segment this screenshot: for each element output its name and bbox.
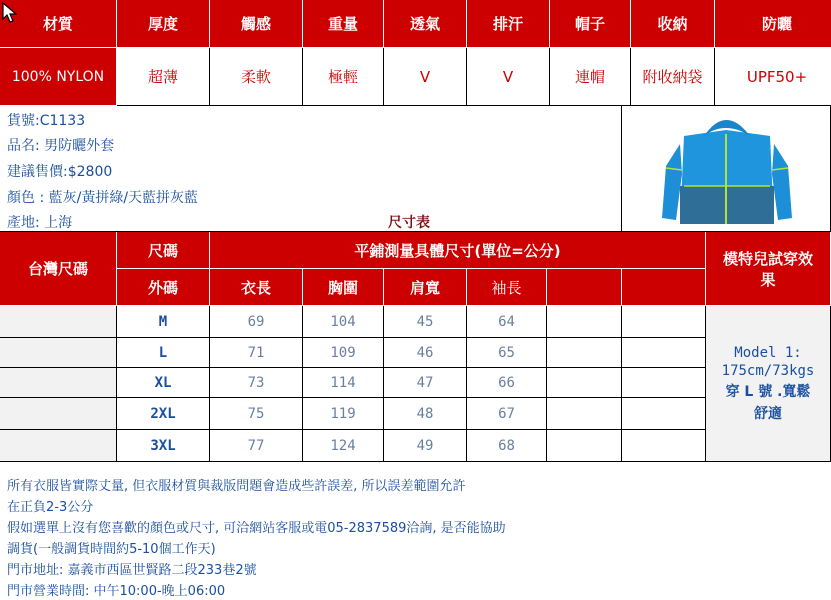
measure-cell: 47: [384, 368, 467, 398]
table-row: [0, 398, 117, 430]
note-line: 在正負2-3公分: [7, 500, 94, 515]
feature-value: 柔軟: [210, 48, 303, 106]
empty-cell: [622, 430, 706, 462]
feature-header: 防曬: [715, 0, 831, 48]
feature-header: 材質: [0, 0, 117, 48]
empty-header-cell: [547, 269, 622, 306]
measure-column-header: 衣長: [210, 269, 303, 306]
size-cell: M: [117, 306, 210, 338]
feature-header: 帽子: [550, 0, 631, 48]
size-cell: 3XL: [117, 430, 210, 462]
measure-cell: 73: [210, 368, 303, 398]
feature-header: 排汗: [467, 0, 550, 48]
measure-column-header: 袖長: [467, 269, 547, 306]
feature-value: V: [467, 48, 550, 106]
measure-cell: 49: [384, 430, 467, 462]
empty-cell: [547, 306, 622, 338]
product-photo: [622, 106, 831, 232]
size-cell: XL: [117, 368, 210, 398]
measure-cell: 48: [384, 398, 467, 430]
feature-value: 超薄: [117, 48, 210, 106]
measure-cell: 119: [303, 398, 384, 430]
tw-size-header: 台灣尺碼: [0, 232, 117, 306]
feature-value: 100% NYLON: [0, 48, 117, 106]
model-header: 模特兒試穿效果: [706, 232, 831, 306]
feature-header: 觸感: [210, 0, 303, 48]
note-line: 門市地址: 嘉義市西區世賢路二段233巷2號: [7, 563, 257, 578]
size-cell: 2XL: [117, 398, 210, 430]
note-line: 調貨(一般調貨時間約5-10個工作天): [7, 542, 216, 557]
measure-cell: 67: [467, 398, 547, 430]
empty-header-cell: [622, 269, 706, 306]
model-note-line: 穿 L 號 .寬鬆: [725, 383, 811, 400]
model-note-line: Model 1:: [734, 344, 802, 361]
measure-cell: 64: [467, 306, 547, 338]
empty-cell: [622, 368, 706, 398]
measure-cell: 66: [467, 368, 547, 398]
empty-cell: [622, 398, 706, 430]
table-row: [0, 430, 117, 462]
outer-size-header: 外碼: [117, 269, 210, 306]
feature-header: 厚度: [117, 0, 210, 48]
measure-cell: 75: [210, 398, 303, 430]
feature-header: 透氣: [384, 0, 467, 48]
product-sku: 貨號:C1133: [7, 113, 86, 129]
measure-cell: 77: [210, 430, 303, 462]
feature-value: UPF50+: [715, 48, 831, 106]
measure-cell: 69: [210, 306, 303, 338]
empty-cell: [622, 306, 706, 338]
measure-cell: 104: [303, 306, 384, 338]
feature-value: V: [384, 48, 467, 106]
cursor-arrow-icon: [2, 2, 18, 24]
feature-header: 收納: [631, 0, 715, 48]
measure-cell: 45: [384, 306, 467, 338]
product-origin: 產地: 上海: [7, 215, 73, 231]
product-colors: 顏色 : 藍灰/黃拼綠/天藍拼灰藍: [7, 190, 199, 206]
note-line: 門市營業時間: 中午10:00-晚上06:00: [7, 584, 226, 599]
measure-cell: 68: [467, 430, 547, 462]
empty-cell: [547, 430, 622, 462]
empty-cell: [547, 398, 622, 430]
measure-column-header: 肩寬: [384, 269, 467, 306]
feature-value: 附收納袋: [631, 48, 715, 106]
measure-cell: 109: [303, 338, 384, 368]
measure-cell: 65: [467, 338, 547, 368]
empty-cell: [547, 338, 622, 368]
measure-cell: 71: [210, 338, 303, 368]
measure-cell: 114: [303, 368, 384, 398]
size-chart-title: 尺寸表: [388, 215, 430, 231]
feature-value: 極輕: [303, 48, 384, 106]
measure-header: 平鋪測量具體尺寸(單位=公分): [210, 232, 706, 269]
note-line: 假如選單上沒有您喜歡的顏色或尺寸, 可洽網站客服或電05-2837589洽詢, 是否能協助: [7, 521, 506, 536]
table-row: [0, 338, 117, 368]
jacket-image: [622, 106, 831, 232]
table-row: [0, 368, 117, 398]
product-price: 建議售價:$2800: [7, 164, 113, 180]
feature-value: 連帽: [550, 48, 631, 106]
model-note-line: 舒適: [754, 405, 782, 422]
measure-cell: 124: [303, 430, 384, 462]
table-row: [0, 306, 117, 338]
empty-cell: [622, 338, 706, 368]
size-cell: L: [117, 338, 210, 368]
model-note-cell: [706, 306, 831, 462]
empty-cell: [547, 368, 622, 398]
size-header: 尺碼: [117, 232, 210, 269]
feature-header: 重量: [303, 0, 384, 48]
note-line: 所有衣服皆實際丈量, 但衣服材質與裁版問題會造成些許誤差, 所以誤差範圍允許: [7, 479, 466, 494]
product-name: 品名: 男防曬外套: [7, 138, 115, 154]
model-note-line: 175cm/73kgs: [721, 362, 815, 379]
measure-column-header: 胸圍: [303, 269, 384, 306]
measure-cell: 46: [384, 338, 467, 368]
